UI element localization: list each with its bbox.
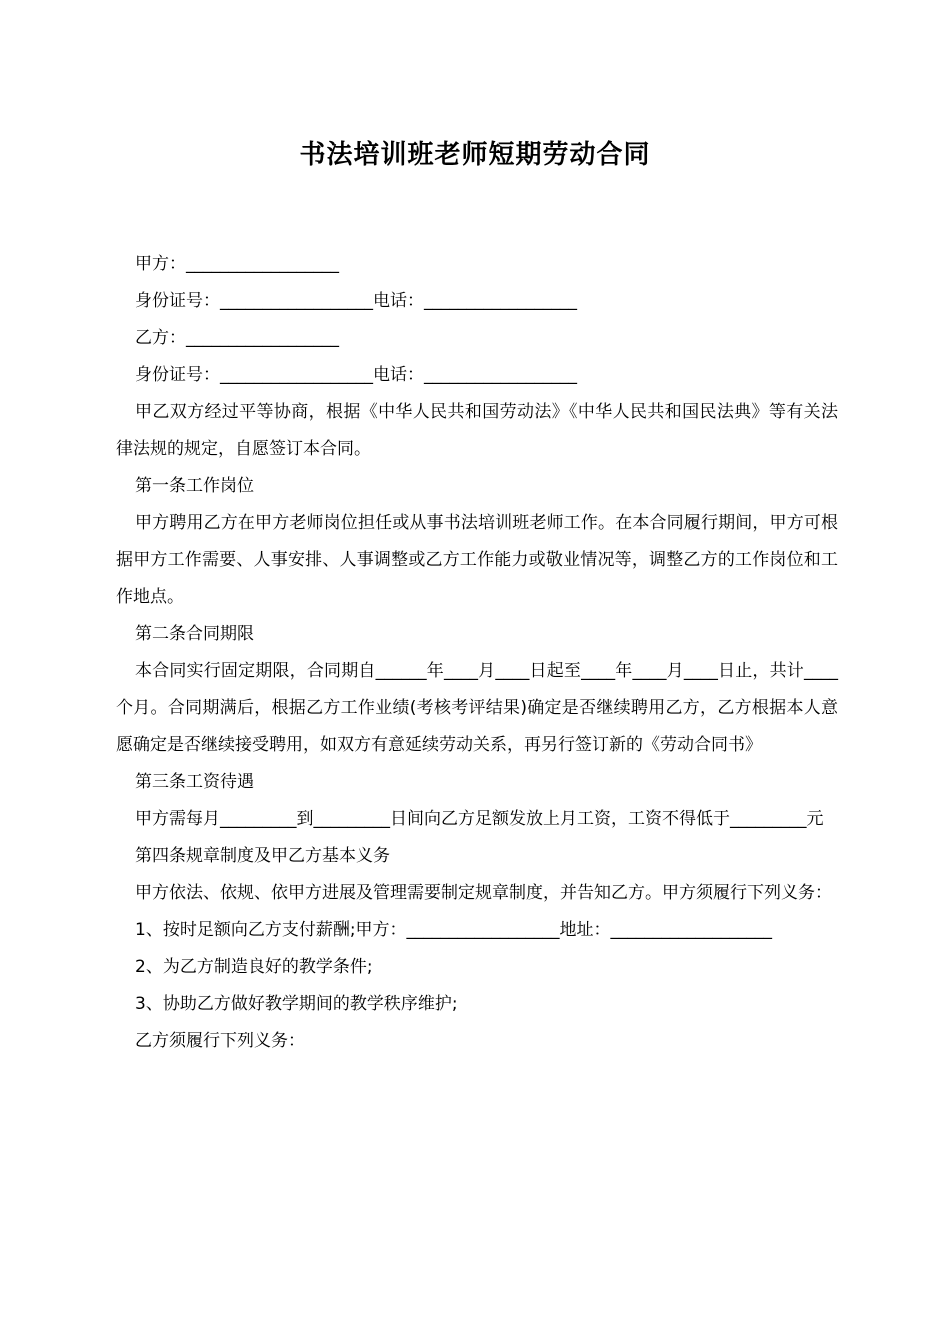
article-4-body: 甲方依法、依规、依甲方进展及管理需要制定规章制度，并告知乙方。甲方须履行下列义务： <box>135 883 832 903</box>
article-2-body: 本合同实行固定期限，合同期自______年____月____日起至____年____月____日止，共计____个月。合同期满后，根据乙方工作业绩(考核考评结果)确定是否继续聘用乙方，乙方根据本人意愿确定是否继续接受聘用，如双方有意延续劳动关系，再另行签订新的《劳动合同书》 <box>116 661 838 755</box>
preamble-paragraph: 甲乙双方经过平等协商，根据《中华人民共和国劳动法》《中华人民共和国民法典》等有关法律法规的规定，自愿签订本合同。 <box>116 402 838 459</box>
article-2-heading: 第二条合同期限 <box>135 624 254 644</box>
party-a-duty-1: 1、按时足额向乙方支付薪酬;甲方：__________________地址：___________________ <box>135 920 773 940</box>
document-title: 书法培训班老师短期劳动合同 <box>299 140 651 170</box>
party-b-duties-heading: 乙方须履行下列义务： <box>135 1031 305 1051</box>
article-3-body: 甲方需每月_________到_________日间向乙方足额发放上月工资，工资不得低于_________元 <box>135 809 824 829</box>
party-b-id-phone-line: 身份证号：__________________电话：__________________ <box>135 365 577 385</box>
document-body <box>116 246 838 1060</box>
party-a-duty-3: 3、协助乙方做好教学期间的教学秩序维护; <box>135 994 458 1014</box>
party-a-id-phone-line: 身份证号：__________________电话：__________________ <box>135 291 577 311</box>
article-4-heading: 第四条规章制度及甲乙方基本义务 <box>135 846 390 866</box>
party-b-name-line: 乙方：__________________ <box>135 328 339 348</box>
article-1-body: 甲方聘用乙方在甲方老师岗位担任或从事书法培训班老师工作。在本合同履行期间，甲方可根据甲方工作需要、人事安排、人事调整或乙方工作能力或敬业情况等，调整乙方的工作岗位和工作地点。 <box>116 513 838 607</box>
party-a-name-line: 甲方：__________________ <box>135 254 339 274</box>
article-1-heading: 第一条工作岗位 <box>135 476 254 496</box>
article-3-heading: 第三条工资待遇 <box>135 772 254 792</box>
party-a-duty-2: 2、为乙方制造良好的教学条件; <box>135 957 373 977</box>
